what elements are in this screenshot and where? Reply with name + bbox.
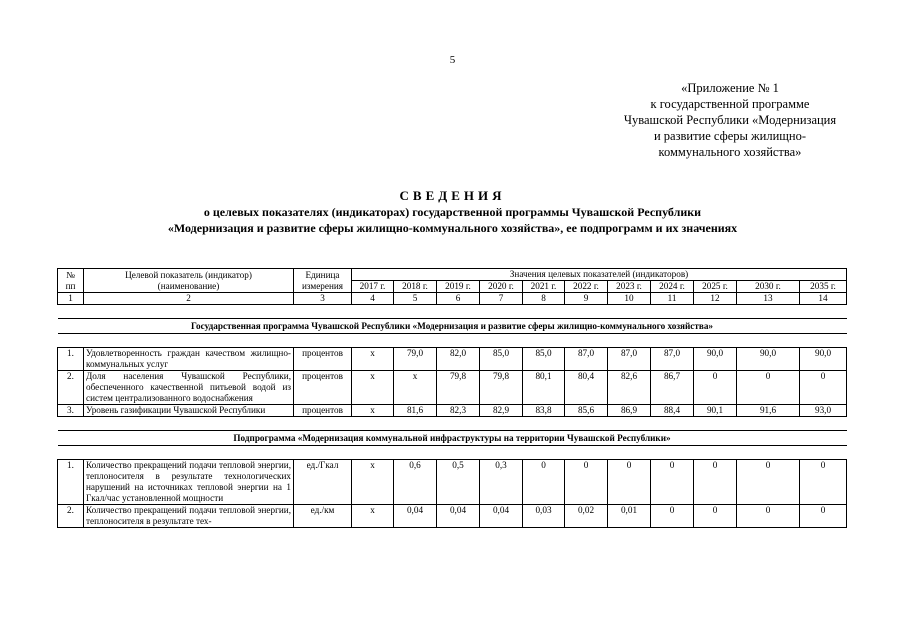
header-indicator: Целевой показатель (индикатор) (наименование) <box>84 269 294 293</box>
indicator-value: 80,4 <box>565 371 608 405</box>
column-number: 13 <box>737 293 800 305</box>
page-number: 5 <box>449 54 456 66</box>
header-year: 2017 г. <box>352 281 394 293</box>
header-year: 2020 г. <box>480 281 523 293</box>
indicator-value: 87,0 <box>608 348 651 371</box>
indicator-value: 0 <box>694 460 737 505</box>
indicator-value: 0 <box>800 371 847 405</box>
indicator-value: х <box>352 460 394 505</box>
indicator-value: 0 <box>737 460 800 505</box>
document-subtitle-line-1: о целевых показателях (индикаторах) государственной программы Чувашской Республики <box>203 205 702 219</box>
header-year: 2024 г. <box>651 281 694 293</box>
indicator-value: 85,0 <box>480 348 523 371</box>
row-number: 1. <box>58 348 84 371</box>
indicator-value: 0,04 <box>394 505 437 528</box>
appendix-line: коммунального хозяйства» <box>658 145 802 159</box>
indicator-value: 82,9 <box>480 405 523 417</box>
indicator-value: 0,02 <box>565 505 608 528</box>
indicator-value: 86,9 <box>608 405 651 417</box>
indicator-value: 85,6 <box>565 405 608 417</box>
indicator-value: 0 <box>737 371 800 405</box>
spacer-cell <box>58 334 847 348</box>
header-values-group: Значения целевых показателей (индикаторов) <box>352 269 847 281</box>
column-number: 6 <box>437 293 480 305</box>
header-year: 2021 г. <box>523 281 565 293</box>
indicator-name: Уровень газификации Чувашской Республики <box>84 405 294 417</box>
unit-of-measure: процентов <box>294 371 352 405</box>
table-row <box>58 348 847 371</box>
spacer-cell <box>58 305 847 319</box>
indicator-value: 81,6 <box>394 405 437 417</box>
column-number: 12 <box>694 293 737 305</box>
row-number: 2. <box>58 505 84 528</box>
table-row <box>58 371 847 405</box>
indicator-value: 0 <box>694 505 737 528</box>
indicator-value: 0 <box>608 460 651 505</box>
table-row <box>58 460 847 505</box>
column-number: 4 <box>352 293 394 305</box>
spacer-row <box>58 305 847 319</box>
indicator-value: 85,0 <box>523 348 565 371</box>
column-number: 5 <box>394 293 437 305</box>
indicator-value: 80,1 <box>523 371 565 405</box>
indicator-value: 90,1 <box>694 405 737 417</box>
indicator-value: 87,0 <box>565 348 608 371</box>
indicator-value: 90,0 <box>800 348 847 371</box>
header-year: 2019 г. <box>437 281 480 293</box>
indicator-name: Количество прекращений подачи тепловой энергии, теплоносителя в результате технологических нарушений на источниках тепловой энергии на 1 Гкал/час установленной мощности <box>84 460 294 505</box>
indicator-value: 90,0 <box>737 348 800 371</box>
header-num: № пп <box>58 269 84 293</box>
indicator-value: х <box>352 348 394 371</box>
indicator-value: 91,6 <box>737 405 800 417</box>
spacer-row <box>58 446 847 460</box>
indicators-table <box>57 268 847 528</box>
column-number: 14 <box>800 293 847 305</box>
unit-of-measure: ед./Гкал <box>294 460 352 505</box>
appendix-line: «Приложение № 1 <box>681 81 779 95</box>
header-unit: Единица измерения <box>294 269 352 293</box>
section-title-row <box>58 319 847 334</box>
appendix-line: к государственной программе <box>650 97 810 111</box>
indicator-value: 0 <box>651 460 694 505</box>
column-number: 2 <box>84 293 294 305</box>
indicator-value: 79,0 <box>394 348 437 371</box>
column-number: 8 <box>523 293 565 305</box>
unit-of-measure: процентов <box>294 405 352 417</box>
indicator-name: Удовлетворенность граждан качеством жилищно-коммунальных услуг <box>84 348 294 371</box>
unit-of-measure: процентов <box>294 348 352 371</box>
indicator-value: 83,8 <box>523 405 565 417</box>
spacer-cell <box>58 417 847 431</box>
indicator-value: х <box>352 405 394 417</box>
indicator-value: 0 <box>651 505 694 528</box>
table-row <box>58 505 847 528</box>
row-number: 3. <box>58 405 84 417</box>
indicator-value: 82,0 <box>437 348 480 371</box>
header-year: 2035 г. <box>800 281 847 293</box>
unit-of-measure: ед./км <box>294 505 352 528</box>
indicator-value: 0 <box>800 460 847 505</box>
header-year: 2023 г. <box>608 281 651 293</box>
column-number: 11 <box>651 293 694 305</box>
header-year: 2025 г. <box>694 281 737 293</box>
indicator-value: 79,8 <box>480 371 523 405</box>
column-number: 7 <box>480 293 523 305</box>
column-number: 3 <box>294 293 352 305</box>
indicator-value: 0,5 <box>437 460 480 505</box>
indicator-value: 90,0 <box>694 348 737 371</box>
document-heading <box>0 188 905 236</box>
indicator-value: 87,0 <box>651 348 694 371</box>
document-subtitle-line-2: «Модернизация и развитие сферы жилищно-коммунального хозяйства», ее подпрограмм и их значениях <box>167 221 738 235</box>
row-number: 1. <box>58 460 84 505</box>
indicator-value: 0,04 <box>437 505 480 528</box>
header-year: 2022 г. <box>565 281 608 293</box>
section-title-row <box>58 431 847 446</box>
indicator-value: х <box>394 371 437 405</box>
indicator-value: 79,8 <box>437 371 480 405</box>
spacer-row <box>58 334 847 348</box>
column-number: 1 <box>58 293 84 305</box>
header-year: 2018 г. <box>394 281 437 293</box>
appendix-line: Чувашской Республики «Модернизация <box>623 113 837 127</box>
header-year: 2030 г. <box>737 281 800 293</box>
indicator-value: 88,4 <box>651 405 694 417</box>
indicator-value: 0,01 <box>608 505 651 528</box>
indicator-value: 86,7 <box>651 371 694 405</box>
indicator-value: 0 <box>800 505 847 528</box>
table-row <box>58 405 847 417</box>
indicator-value: 93,0 <box>800 405 847 417</box>
indicator-value: 0 <box>737 505 800 528</box>
row-number: 2. <box>58 371 84 405</box>
indicator-value: 0,6 <box>394 460 437 505</box>
column-numbers-row <box>58 293 847 305</box>
spacer-row <box>58 417 847 431</box>
appendix-note <box>560 80 900 160</box>
column-number: 10 <box>608 293 651 305</box>
section-title: Государственная программа Чувашской Республики «Модернизация и развитие сферы жилищно-коммунального хозяйства» <box>58 319 847 334</box>
appendix-line: и развитие сферы жилищно- <box>653 129 807 143</box>
indicator-value: 0,3 <box>480 460 523 505</box>
indicator-name: Доля населения Чувашской Республики, обеспеченного качественной питьевой водой из систем централизованного водоснабжения <box>84 371 294 405</box>
indicator-value: 0,04 <box>480 505 523 528</box>
indicator-value: 0,03 <box>523 505 565 528</box>
document-title: СВЕДЕНИЯ <box>399 188 506 203</box>
indicator-value: х <box>352 371 394 405</box>
indicator-value: 0 <box>523 460 565 505</box>
indicator-value: х <box>352 505 394 528</box>
indicator-value: 0 <box>694 371 737 405</box>
indicator-value: 0 <box>565 460 608 505</box>
column-number: 9 <box>565 293 608 305</box>
indicator-value: 82,6 <box>608 371 651 405</box>
spacer-cell <box>58 446 847 460</box>
header-row <box>58 269 847 281</box>
indicator-name: Количество прекращений подачи тепловой энергии, теплоносителя в результате тех- <box>84 505 294 528</box>
indicator-value: 82,3 <box>437 405 480 417</box>
section-title: Подпрограмма «Модернизация коммунальной инфраструктуры на территории Чувашской Республики» <box>58 431 847 446</box>
